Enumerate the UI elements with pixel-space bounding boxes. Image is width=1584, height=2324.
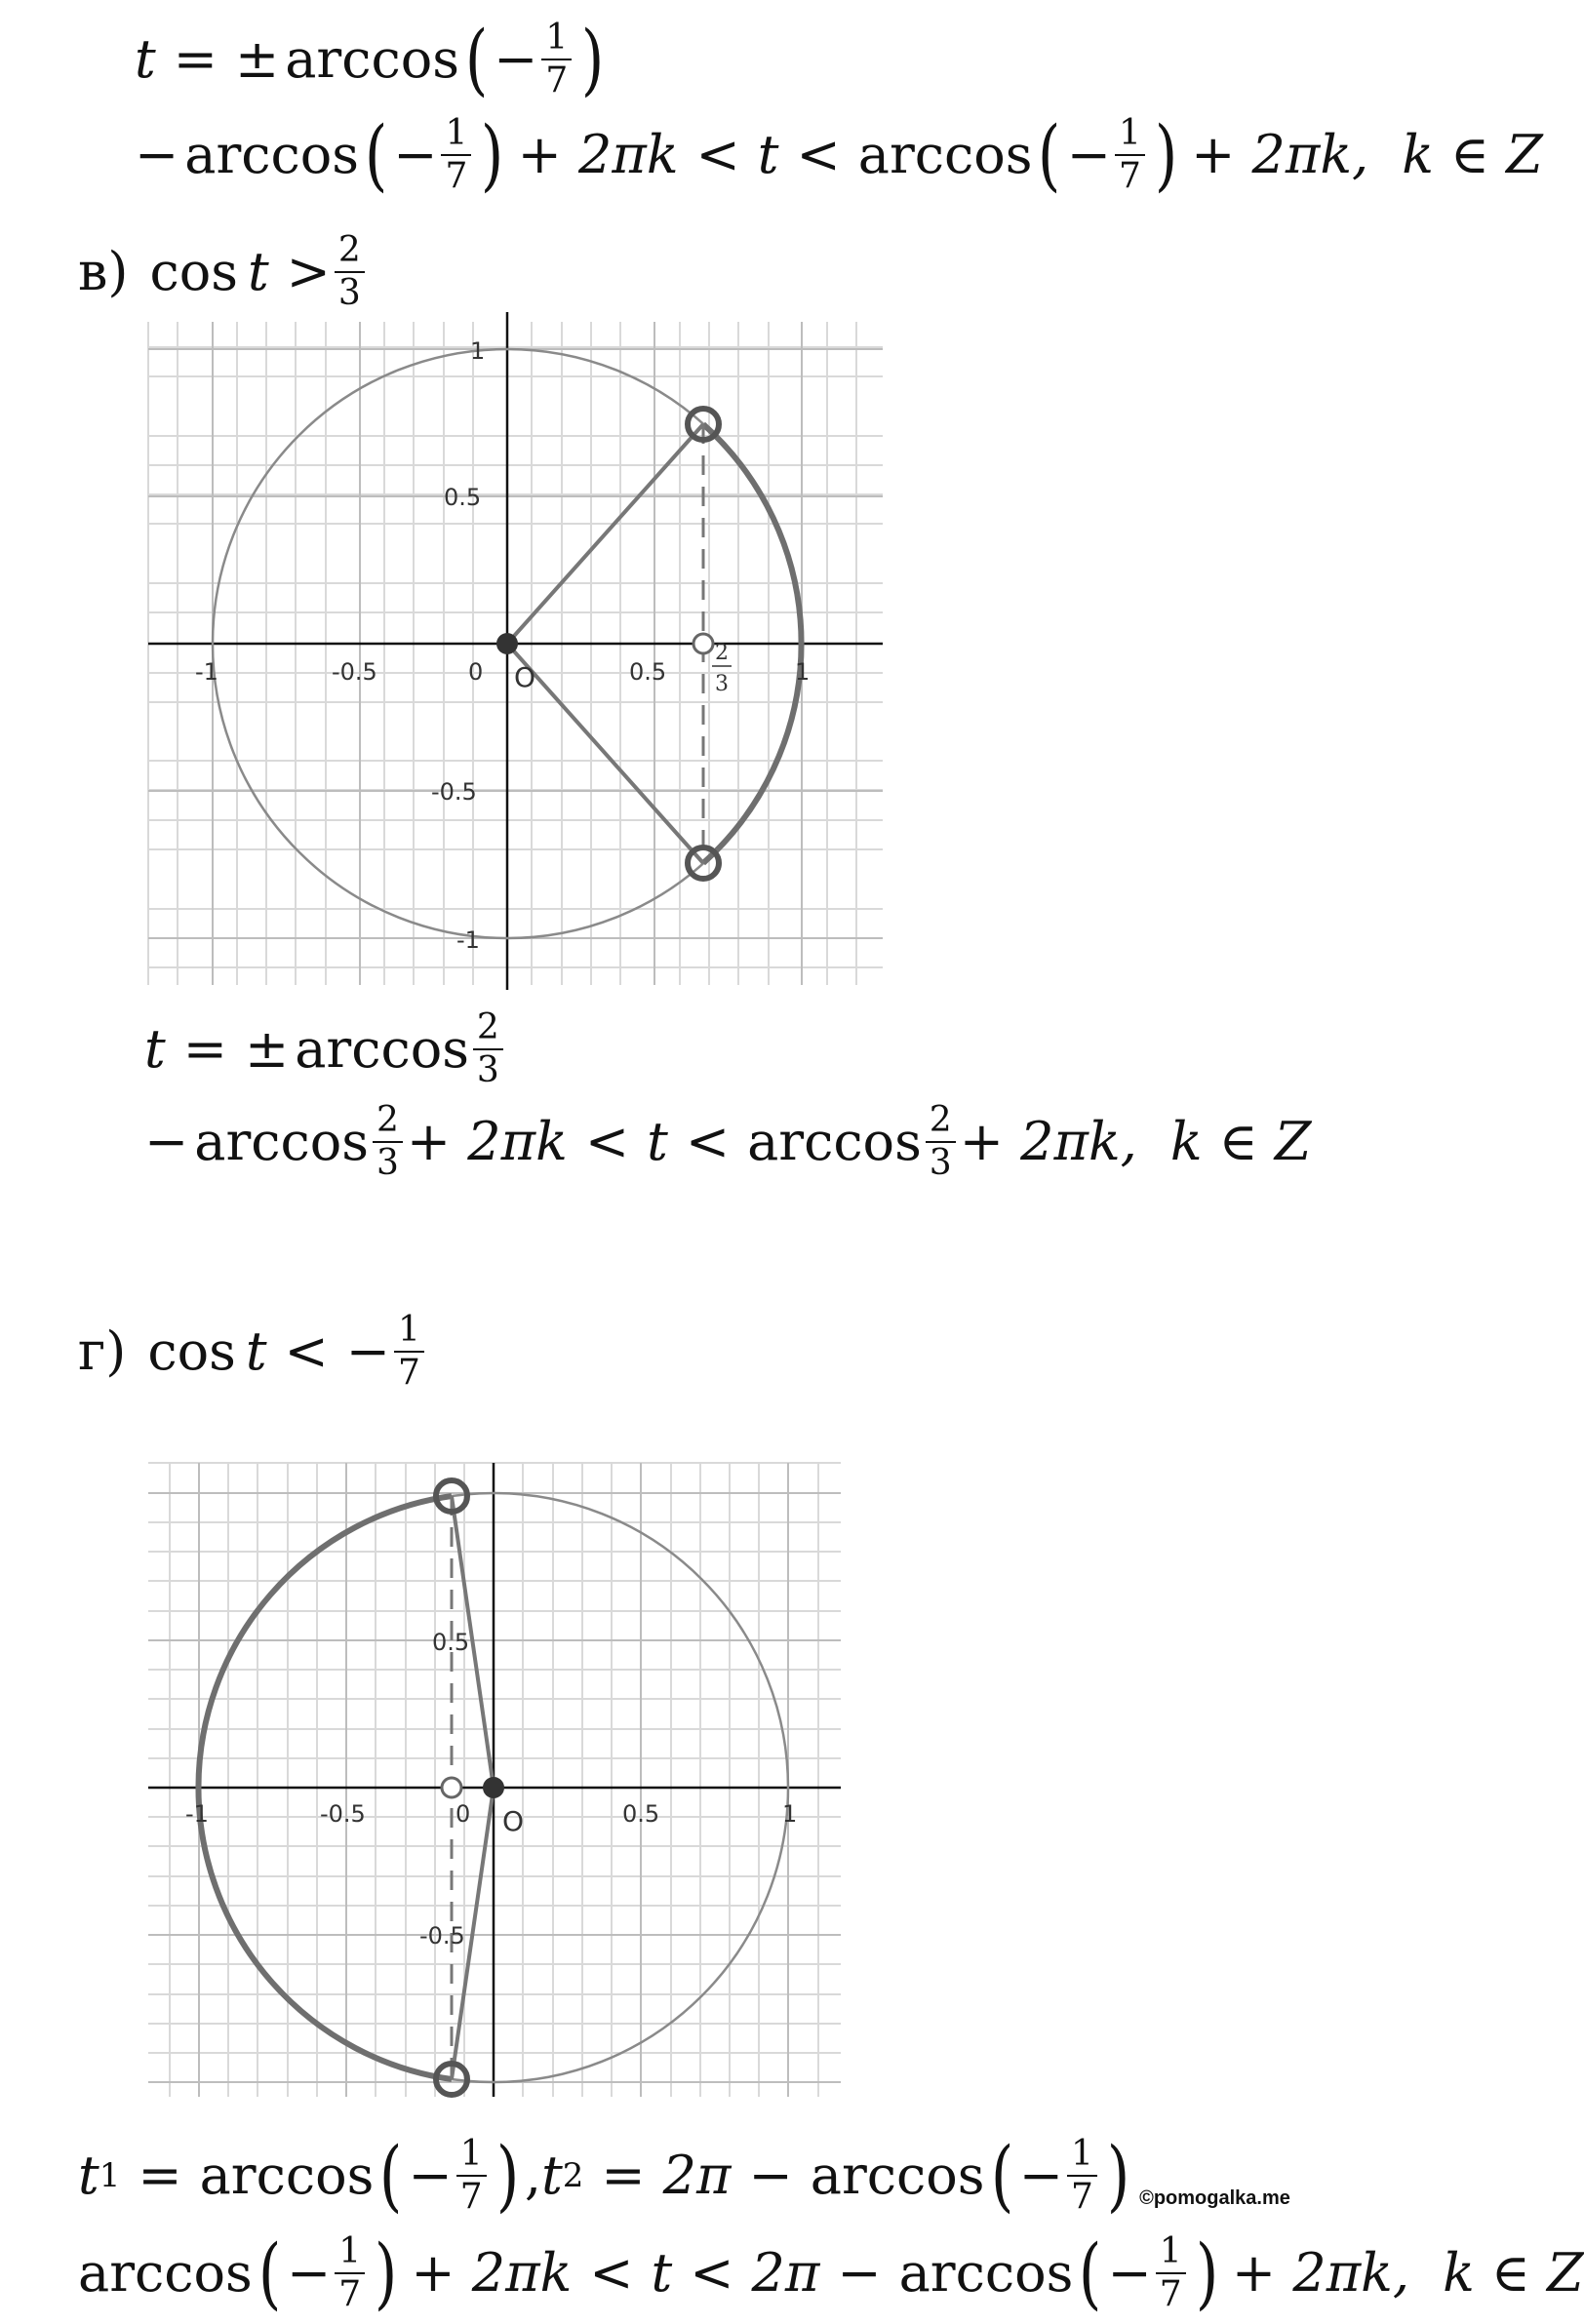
less-than: < <box>695 123 740 185</box>
plus-2pik: + 2πk <box>517 123 679 185</box>
top-equation-2: − arccos ( − $\frac{1}{7}$ ) + 2πk < t < arccos ( − $\frac{1}{7}$ ) + 2πk, k ∈ Z <box>135 108 1543 200</box>
plus-2pik: + 2πk, <box>959 1110 1137 1172</box>
arccos-fn: arccos <box>78 2241 253 2304</box>
tick-x-label: 0 <box>468 658 484 686</box>
var-t: t <box>647 1110 668 1172</box>
plus-2pik: + 2πk, <box>1191 123 1369 185</box>
fraction-2-3: $\frac{2}{3}$ <box>473 1009 503 1089</box>
tick-y-label: -0.5 <box>431 778 477 806</box>
comma: , <box>524 2144 542 2206</box>
x-point-g <box>442 1778 461 1797</box>
arccos-fn: arccos <box>898 2241 1074 2304</box>
cos-fn: cos <box>147 1320 236 1382</box>
var-t1: t <box>78 2144 99 2206</box>
arccos-fn: arccos <box>285 27 459 90</box>
var-t2: t <box>541 2144 563 2206</box>
plus-2pik: + 2πk <box>406 1110 568 1172</box>
tick-y-label: -0.5 <box>419 1922 465 1950</box>
tick-y-label: 1 <box>470 337 486 365</box>
equals-sign: = <box>601 2144 646 2206</box>
fraction-2-3: $\frac{2}{3}$ <box>335 232 365 312</box>
k-in-z: k ∈ Z <box>1443 2241 1584 2304</box>
origin-label: O <box>502 1805 525 1837</box>
minus-sign: − <box>286 2241 332 2304</box>
minus-sign: − <box>1066 123 1111 185</box>
fraction-1-7: $\frac{1}{7}$ <box>1156 2233 1186 2313</box>
arccos-fn: arccos <box>184 123 359 185</box>
less-than: < <box>584 1110 630 1172</box>
arccos-fn: arccos <box>194 1110 369 1172</box>
tick-x-label: -0.5 <box>320 1800 366 1828</box>
k-in-z: k ∈ Z <box>1169 1110 1312 1172</box>
fraction-2-3: $\frac{2}{3}$ <box>373 1102 403 1182</box>
minus-sign: − <box>144 1110 189 1172</box>
origin-point-g <box>483 1777 504 1798</box>
var-t: t <box>245 1320 267 1382</box>
fraction-1-7: $\frac{1}{7}$ <box>456 2136 487 2216</box>
plus-2pik: + 2πk <box>411 2241 573 2304</box>
tick-x-label: -1 <box>195 658 218 686</box>
equals-sign: = <box>138 2144 182 2206</box>
var-t: t <box>247 240 269 302</box>
tick-x-label: 0 <box>455 1800 471 1828</box>
minus-sign: − <box>1018 2144 1063 2206</box>
minus-sign: − <box>393 123 438 185</box>
less-than: < <box>690 2241 734 2304</box>
greater-than: > <box>286 240 331 302</box>
section-g-equation-1: t 1 = arccos ( − $\frac{1}{7}$ ) , t 2 = 2π − arccos ( − $\frac{1}{7}$ ) ©pomogalka.me <box>78 2129 1290 2221</box>
fraction-2-3: $\frac{2}{3}$ <box>926 1102 956 1182</box>
tick-x-label: 0.5 <box>622 1800 660 1828</box>
minus-sign: − <box>1107 2241 1152 2304</box>
minus-sign: − <box>837 2241 882 2304</box>
minus-sign: − <box>494 27 538 90</box>
section-g-equation-2: arccos ( − $\frac{1}{7}$ ) + 2πk < t < 2π − arccos ( − $\frac{1}{7}$ ) + 2πk, k ∈ Z <box>78 2226 1584 2318</box>
cos-fn: cos <box>149 240 238 302</box>
tick-x-label: 1 <box>795 658 811 686</box>
plus-minus-sign: ± <box>234 27 280 90</box>
section-label: в) <box>78 240 129 302</box>
minus-sign: − <box>748 2144 793 2206</box>
subscript: 1 <box>99 2155 121 2195</box>
tick-y-label: 0.5 <box>444 484 482 511</box>
fraction-1-7: $\frac{1}{7}$ <box>1115 115 1145 195</box>
origin-label: O <box>514 661 536 693</box>
var-t: t <box>757 123 779 185</box>
less-than: < <box>589 2241 634 2304</box>
plus-minus-sign: ± <box>244 1017 290 1080</box>
arccos-fn: arccos <box>199 2144 375 2206</box>
fraction-1-7: $\frac{1}{7}$ <box>541 20 572 99</box>
less-than: < <box>284 1320 329 1382</box>
less-than: < <box>685 1110 731 1172</box>
fraction-1-7: $\frac{1}{7}$ <box>441 115 471 195</box>
minus-sign: − <box>345 1320 391 1382</box>
arccos-fn: arccos <box>747 1110 922 1172</box>
var-t: t <box>651 2241 673 2304</box>
fraction-1-7: $\frac{1}{7}$ <box>335 2233 365 2313</box>
watermark-text: ©pomogalka.me <box>1139 2186 1290 2209</box>
tick-x-label: -0.5 <box>332 658 377 686</box>
arccos-fn: arccos <box>295 1017 469 1080</box>
tick-x-label: 1 <box>782 1800 798 1828</box>
tick-y-label: 0.5 <box>432 1629 470 1656</box>
less-than: < <box>796 123 841 185</box>
x-frac-num: 2 <box>715 641 729 665</box>
var-t: t <box>144 1017 166 1080</box>
top-equation-1: t = ± arccos ( − $\frac{1}{7}$ ) <box>135 13 605 104</box>
arccos-fn: arccos <box>810 2144 985 2206</box>
fraction-1-7: $\frac{1}{7}$ <box>394 1312 424 1392</box>
x-frac-den: 3 <box>715 672 729 696</box>
fraction-1-7: $\frac{1}{7}$ <box>1067 2136 1097 2216</box>
tick-x-label: 0.5 <box>629 658 667 686</box>
var-t: t <box>135 27 156 90</box>
minus-sign: − <box>408 2144 453 2206</box>
arccos-fn: arccos <box>857 123 1033 185</box>
minus-sign: − <box>135 123 179 185</box>
plus-2pik: + 2πk, <box>1231 2241 1410 2304</box>
two-pi: 2π <box>662 2144 732 2206</box>
subscript: 2 <box>562 2155 584 2195</box>
tick-y-label: -1 <box>456 926 480 954</box>
k-in-z: k ∈ Z <box>1402 123 1543 185</box>
section-label: г) <box>78 1320 127 1382</box>
two-pi: 2π <box>751 2241 820 2304</box>
equals-sign: = <box>182 1017 227 1080</box>
equals-sign: = <box>173 27 218 90</box>
tick-x-label: -1 <box>185 1800 209 1828</box>
